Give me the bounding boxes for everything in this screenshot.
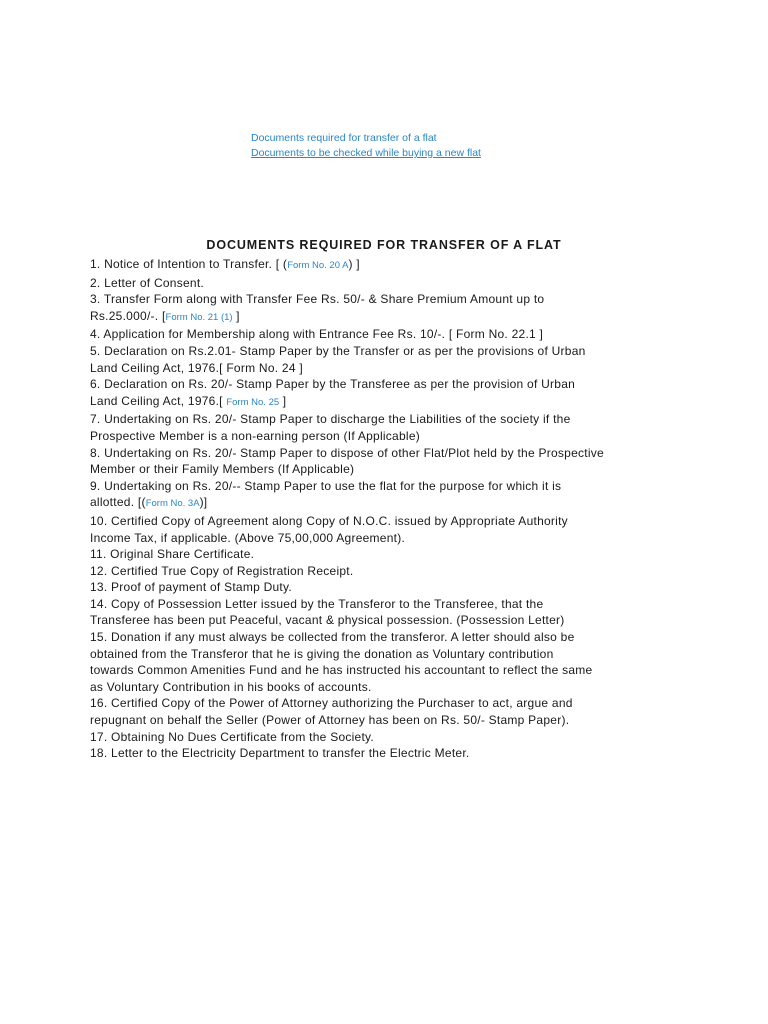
section-heading: DOCUMENTS REQUIRED FOR TRANSFER OF A FLAT xyxy=(206,238,562,252)
form-link-21-1[interactable]: Form No. 21 (1) xyxy=(165,311,233,323)
list-item-12: 12. Certified True Copy of Registration Receipt. xyxy=(90,563,354,578)
list-item-1: 1. Notice of Intention to Transfer. [ (Form No. 20 A) ] xyxy=(90,257,360,271)
list-item-11: 11. Original Share Certificate. xyxy=(90,547,255,562)
list-item-4: 4. Application for Membership along with Entrance Fee Rs. 10/-. [ Form No. 22.1 ] xyxy=(90,327,544,342)
list-item-17: 17. Obtaining No Dues Certificate from the Society. xyxy=(90,729,374,744)
list-item-7: 7. Undertaking on Rs. 20/- Stamp Paper to discharge the Liabilities of the society if the Prospective Member is a non-earning person (If Applicable) xyxy=(90,412,571,443)
toc-link-transfer-documents[interactable]: Documents required for transfer of a flat xyxy=(251,132,437,144)
list-item-6: 6. Declaration on Rs. 20/- Stamp Paper by the Transferee as per the provision of Urban Land Ceiling Act, 1976.[ Form No. 25 ] xyxy=(90,377,576,408)
list-item-14: 14. Copy of Possession Letter issued by the Transferor to the Transferee, that the Transferee has been put Peaceful, vacant & physical possession. (Possession Letter) xyxy=(90,596,565,628)
list-item-2: 2. Letter of Consent. xyxy=(90,275,204,290)
list-item-3: 3. Transfer Form along with Transfer Fee Rs. 50/- & Share Premium Amount up to Rs.25.000/-. [Form No. 21 (1) ] xyxy=(90,292,545,323)
list-item-15: 15. Donation if any must always be collected from the transferor. A letter should also be obtained from the Transferor that he is giving the donation as Voluntary contribution towards Common Amenities Fund and he has instructed his accountant to reflect the same as Voluntary Contribution in his books of accounts. xyxy=(90,630,593,694)
list-item-9: 9. Undertaking on Rs. 20/-- Stamp Paper to use the flat for the purpose for which it is allotted. [(Form No. 3A)] xyxy=(90,478,562,510)
form-link-25[interactable]: Form No. 25 xyxy=(226,396,280,408)
list-item-10: 10. Certified Copy of Agreement along Copy of N.O.C. issued by Appropriate Authority Income Tax, if applicable. (Above 75,00,000 Agreement). xyxy=(90,513,568,545)
list-item-18: 18. Letter to the Electricity Department to transfer the Electric Meter. xyxy=(90,746,470,761)
list-item-5: 5. Declaration on Rs.2.01- Stamp Paper by the Transfer or as per the provisions of Urban Land Ceiling Act, 1976.[ Form No. 24 ] xyxy=(90,343,586,375)
table-of-contents xyxy=(251,131,481,161)
form-link-3a[interactable]: Form No. 3A xyxy=(145,498,200,510)
form-link-20a[interactable]: Form No. 20 A xyxy=(287,260,349,271)
list-item-16: 16. Certified Copy of the Power of Attorney authorizing the Purchaser to act, argue and repugnant on behalf the Seller (Power of Attorney has been on Rs. 50/- Stamp Paper). xyxy=(90,696,573,728)
list-item-8: 8. Undertaking on Rs. 20/- Stamp Paper to dispose of other Flat/Plot held by the Prospective Member or their Family Members (If Applicable) xyxy=(90,445,604,477)
list-item-13: 13. Proof of payment of Stamp Duty. xyxy=(90,580,292,595)
documents-list xyxy=(90,256,690,762)
toc-link-new-flat-checklist[interactable]: Documents to be checked while buying a new flat xyxy=(251,147,481,159)
